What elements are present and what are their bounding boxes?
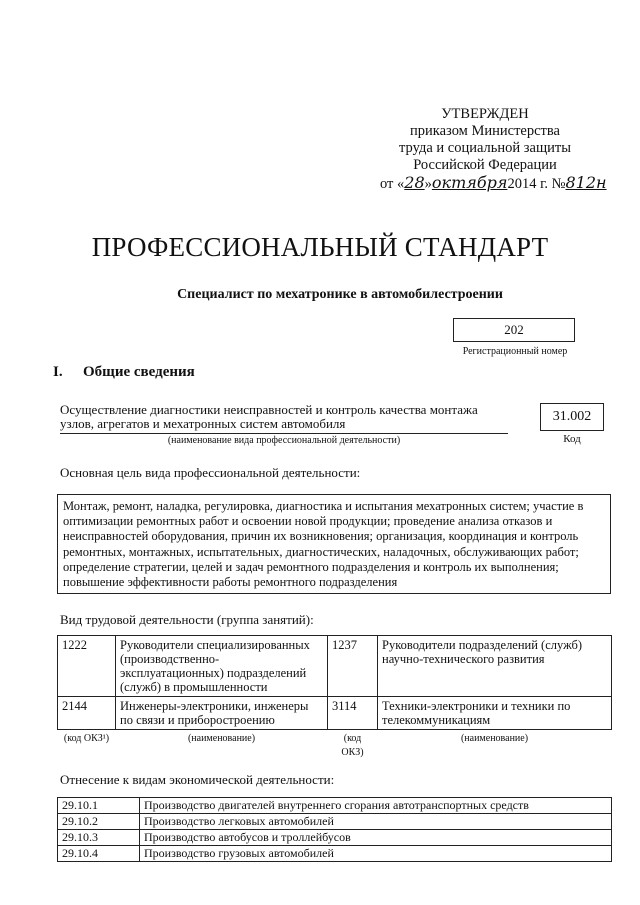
goal-text-box: Монтаж, ремонт, наладка, регулировка, диагностика и испытания мехатронных систем; участие в оптимизации ремонтных работ и освоении новой продукции; проведение анализа отказов и неисправностей оборудования, причин их возникновения; организация, координация и контроль ремонтных, монтажных, испытательных, диагностических, наладочных, обслуживающих работ; определение стратегии, целей и задач ремонтного подразделения и контроль их выполнения; повышение эффективности работы ремонтного подразделения	[57, 494, 611, 594]
okved-code-cell: 29.10.1	[58, 798, 140, 814]
table-row	[58, 814, 612, 830]
okved-name-cell: Производство автобусов и троллейбусов	[140, 830, 612, 846]
date-year: 2014 г. №	[507, 176, 566, 192]
occ-footer-code: (код ОКЗ¹)	[63, 733, 110, 744]
okved-code-cell: 29.10.4	[58, 846, 140, 862]
section-heading	[53, 364, 195, 381]
date-prefix: от «	[380, 176, 405, 192]
registration-number-label: Регистрационный номер	[462, 346, 568, 357]
table-row	[58, 830, 612, 846]
goal-label: Основная цель вида профессиональной деятельности:	[60, 465, 361, 480]
document-subtitle: Специалист по мехатронике в автомобилестроении	[177, 287, 503, 302]
occ-name-cell: Техники-электроники и техники по телекоммуникациям	[378, 697, 612, 730]
okved-name-cell: Производство легковых автомобилей	[140, 814, 612, 830]
document-title: ПРОФЕССИОНАЛЬНЫЙ СТАНДАРТ	[91, 232, 549, 262]
table-row	[58, 697, 612, 730]
occ-footer-name: (наименование)	[187, 733, 256, 744]
table-row	[58, 798, 612, 814]
occupation-group-label: Вид трудовой деятельности (группа занятий):	[60, 612, 314, 627]
occ-name-cell: Инженеры-электроники, инженеры по связи и приборостроению	[116, 697, 328, 730]
date-mid: »	[424, 176, 432, 192]
registration-number-box: 202	[453, 318, 575, 342]
occ-footer-name: (наименование)	[460, 733, 529, 744]
activity-underline	[60, 433, 508, 434]
date-month: октября	[431, 173, 508, 192]
table-row	[58, 636, 612, 697]
okved-code-cell: 29.10.2	[58, 814, 140, 830]
occ-name-cell: Руководители подразделений (служб) научно-технического развития	[378, 636, 612, 697]
activity-code-box: 31.002	[540, 403, 604, 431]
activity-caption: (наименование вида профессиональной деятельности)	[167, 435, 401, 446]
section-title: Общие сведения	[83, 364, 195, 380]
occ-code-cell: 2144	[58, 697, 116, 730]
table-row	[58, 846, 612, 862]
date-day: 28	[404, 173, 425, 192]
activity-name: Осуществление диагностики неисправностей и контроль качества монтажа узлов, агрегатов и мехатронных систем автомобиля	[60, 402, 478, 431]
economic-activity-label: Отнесение к видам экономической деятельности:	[60, 772, 335, 787]
order-number: 812н	[565, 173, 607, 192]
approval-order-line: приказом Министерства	[410, 123, 560, 139]
table-footer-row	[58, 730, 612, 763]
approval-block	[380, 106, 607, 193]
okved-name-cell: Производство грузовых автомобилей	[140, 846, 612, 862]
approval-country-line: Российской Федерации	[413, 157, 557, 173]
activity-code-label: Код	[563, 433, 581, 445]
occ-footer-code: (код ОКЗ)	[341, 733, 364, 758]
approval-date-line	[380, 173, 607, 193]
occupation-group-table	[57, 635, 612, 762]
economic-activity-table	[57, 797, 612, 862]
occ-code-cell: 1237	[328, 636, 378, 697]
okved-name-cell: Производство двигателей внутреннего сгорания автотранспортных средств	[140, 798, 612, 814]
approval-heading: УТВЕРЖДЕН	[441, 106, 529, 122]
approval-ministry-line: труда и социальной защиты	[399, 140, 571, 156]
section-number: I.	[53, 364, 63, 380]
okved-code-cell: 29.10.3	[58, 830, 140, 846]
occ-code-cell: 3114	[328, 697, 378, 730]
occ-code-cell: 1222	[58, 636, 116, 697]
occ-name-cell: Руководители специализированных (производственно-эксплуатационных) подразделений (служб) в промышленности	[116, 636, 328, 697]
